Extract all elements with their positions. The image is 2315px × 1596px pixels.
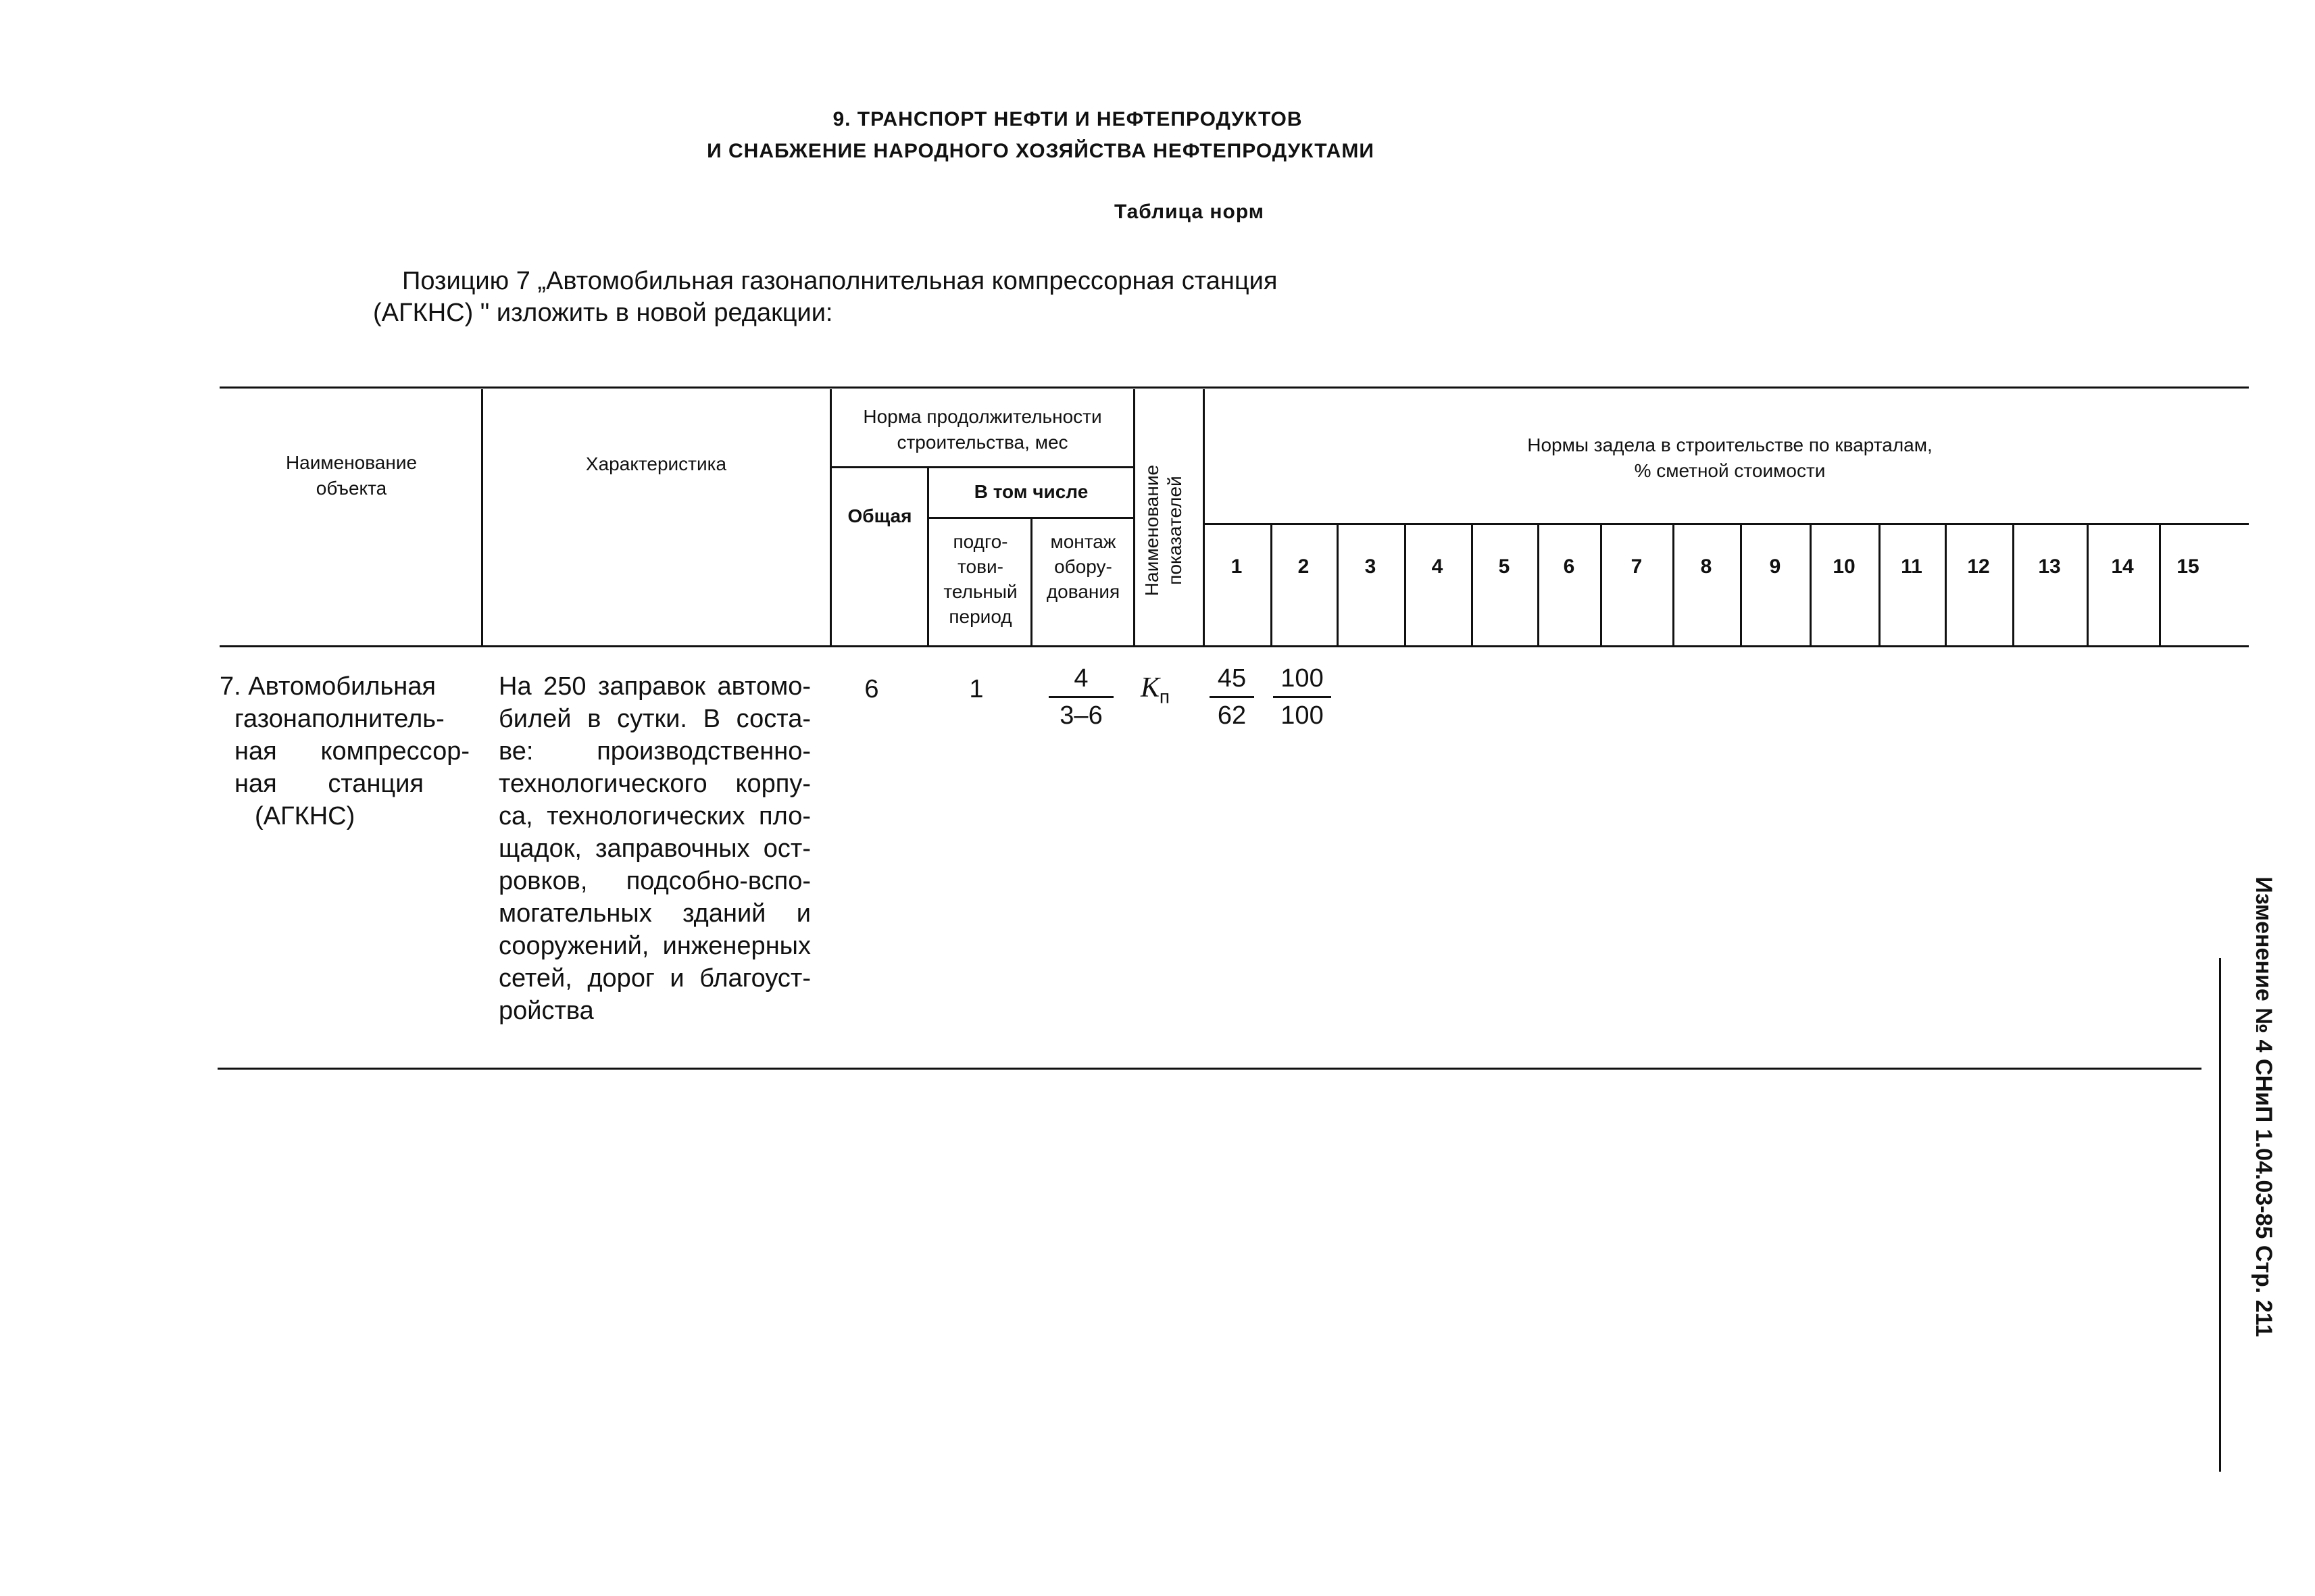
quarter-divider xyxy=(2159,523,2161,646)
quarter-header-2: 2 xyxy=(1297,555,1310,578)
section-title-line1: 9. ТРАНСПОРТ НЕФТИ И НЕФТЕПРОДУКТОВ xyxy=(832,108,1303,130)
row-quarter-1-fraction: 45 62 xyxy=(1210,662,1254,732)
quarter-header-12: 12 xyxy=(1967,555,1990,578)
header-total: Общая xyxy=(847,505,912,526)
row-installation-fraction: 4 3–6 xyxy=(1049,662,1114,732)
row-characteristic: На 250 заправок автомо- билей в сутки. В соста- ве: производственно- технологического корпу- са, технологических пло- щадок, заправочных ост- ровков, подсобно-вспо- могательных зданий и сооружений, инженерных сетей, дорог и благоуст- ройства xyxy=(499,672,811,1025)
quarter-header-6: 6 xyxy=(1563,555,1575,578)
quarter-header-13: 13 xyxy=(2038,555,2061,578)
rule-under-duration xyxy=(831,466,1134,468)
row-quarter-2-fraction: 100 100 xyxy=(1273,662,1331,732)
col-divider xyxy=(1133,389,1135,646)
quarter-divider xyxy=(2012,523,2014,646)
quarter-header-4: 4 xyxy=(1431,555,1443,578)
header-indicators: Наименование показателей xyxy=(1141,464,1185,597)
quarter-header-14: 14 xyxy=(2111,555,2134,578)
quarter-header-10: 10 xyxy=(1833,555,1856,578)
quarter-header-8: 8 xyxy=(1700,555,1712,578)
quarter-header-9: 9 xyxy=(1769,555,1781,578)
header-object-name: Наименование объекта xyxy=(285,452,418,499)
quarter-divider xyxy=(1600,523,1602,646)
header-duration: Норма продолжительности строительства, мес xyxy=(863,406,1102,453)
table-bottom-rule xyxy=(218,1068,2201,1070)
quarter-divider xyxy=(1672,523,1674,646)
row-object-name: 7. Автомобильная газонаполнитель- ная компрессор- ная станция (АГКНС) xyxy=(220,672,470,830)
quarter-header-3: 3 xyxy=(1364,555,1376,578)
side-page-reference: Изменение № 4 СНиП 1.04.03-85 Стр. 211 xyxy=(2251,876,2276,1337)
quarter-divider xyxy=(1537,523,1539,646)
quarter-divider xyxy=(1471,523,1473,646)
quarter-divider xyxy=(1878,523,1881,646)
header-including: В том числе xyxy=(974,481,1089,502)
table-top-rule xyxy=(220,386,2249,389)
header-backlog-norms: Нормы задела в строительстве по кварталам, % сметной стоимости xyxy=(1527,434,1933,481)
quarter-header-7: 7 xyxy=(1631,555,1643,578)
table-title: Таблица норм xyxy=(1114,201,1264,223)
row-total-duration: 6 xyxy=(864,675,879,703)
quarter-header-11: 11 xyxy=(1901,555,1922,578)
quarter-header-15: 15 xyxy=(2176,555,2199,578)
col-divider xyxy=(481,389,483,646)
quarter-divider xyxy=(1337,523,1339,646)
quarter-divider xyxy=(1404,523,1406,646)
quarter-header-5: 5 xyxy=(1498,555,1510,578)
quarter-divider xyxy=(1945,523,1947,646)
row-indicator-k: $К_п$ xyxy=(1141,672,1170,707)
row-preparatory-period: 1 xyxy=(969,675,984,703)
intro-line-1: Позицию 7 „Автомобильная газонаполнительная компрессорная станция xyxy=(402,267,1278,295)
side-rule xyxy=(2219,958,2221,1472)
header-characteristic: Характеристика xyxy=(585,453,727,474)
quarter-divider xyxy=(1270,523,1272,646)
header-preparatory-period: подго- тови- тельный период xyxy=(943,531,1018,627)
header-equipment-installation: монтаж обору- дования xyxy=(1046,531,1120,602)
quarter-header-1: 1 xyxy=(1230,555,1243,578)
col-divider xyxy=(1203,389,1205,646)
intro-line-2: (АГКНС) " изложить в новой редакции: xyxy=(373,299,833,327)
rule-under-backlog xyxy=(1204,523,2249,525)
col-divider xyxy=(927,466,929,646)
quarter-divider xyxy=(1810,523,1812,646)
quarter-divider xyxy=(2087,523,2089,646)
section-title-line2: И СНАБЖЕНИЕ НАРОДНОГО ХОЗЯЙСТВА НЕФТЕПРОДУКТАМИ xyxy=(707,140,1374,162)
col-divider xyxy=(830,389,832,646)
quarter-divider xyxy=(1740,523,1742,646)
